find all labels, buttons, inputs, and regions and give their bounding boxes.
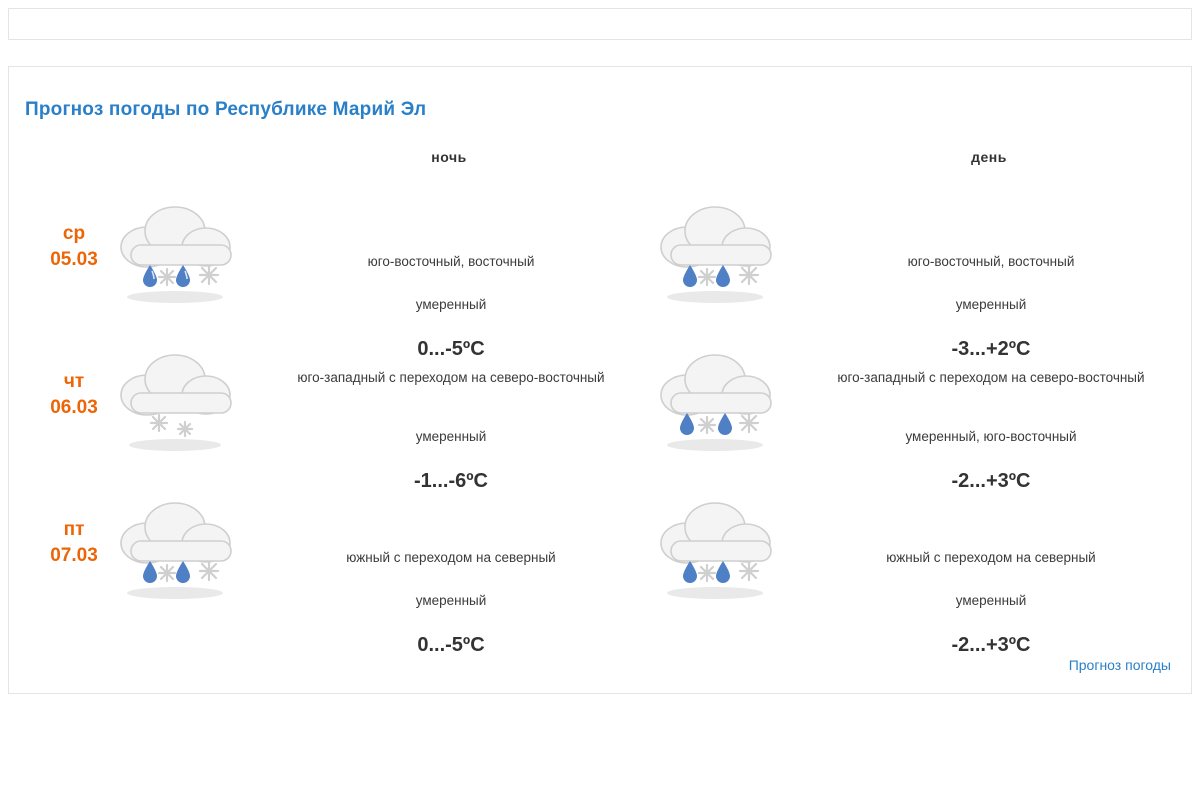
wind-direction: юго-восточный, восточный (367, 254, 535, 269)
temperature: 0...-5ºC (417, 634, 485, 656)
weather-forecast-card (8, 66, 1192, 694)
forecast-link[interactable]: Прогноз погоды (1068, 657, 1171, 673)
day-name: ср (62, 223, 86, 244)
forecast-row (9, 327, 1191, 492)
rain-snow-cloud-icon (645, 493, 795, 603)
night-forecast-text (245, 487, 657, 657)
page-title: Прогноз погоды по Республике Марий Эл (25, 99, 427, 120)
rain-snow-cloud-icon (105, 493, 255, 603)
snow-cloud-icon (105, 345, 255, 455)
day-date: 05.03 (50, 249, 98, 270)
wind-force: умеренный (415, 593, 487, 608)
day-date: 06.03 (50, 397, 98, 418)
wind-force: умеренный (415, 429, 487, 444)
rain-snow-cloud-icon (105, 197, 255, 307)
temperature: 0...-5ºC (417, 338, 485, 360)
temperature: -2...+3ºC (951, 470, 1031, 492)
wind-force: умеренный, юго-восточный (905, 429, 1077, 444)
day-name: пт (63, 519, 85, 540)
wind-force: умеренный (955, 593, 1027, 608)
top-panel (8, 8, 1192, 40)
wind-direction: южный с переходом на северный (886, 550, 1096, 565)
wind-force: умеренный (955, 297, 1027, 312)
day-date: 07.03 (50, 545, 98, 566)
day-name: чт (63, 371, 85, 392)
day-forecast-text (785, 487, 1197, 657)
forecast-row (9, 179, 1191, 360)
temperature: -3...+2ºC (951, 338, 1031, 360)
wind-direction: юго-западный с переходом на северо-восточный (837, 370, 1145, 385)
forecast-row (9, 475, 1191, 656)
night-forecast-text (245, 339, 657, 493)
wind-direction: юго-восточный, восточный (907, 254, 1075, 269)
rain-snow-cloud-icon (645, 197, 795, 307)
wind-direction: юго-западный с переходом на северо-восточный (297, 370, 605, 385)
column-header-night: ночь (431, 149, 467, 165)
temperature: -1...-6ºC (414, 470, 488, 492)
temperature: -2...+3ºC (951, 634, 1031, 656)
rain-snow-cloud-icon (645, 345, 795, 455)
day-forecast-text (785, 339, 1197, 493)
wind-force: умеренный (415, 297, 487, 312)
wind-direction: южный с переходом на северный (346, 550, 556, 565)
column-header-day: день (971, 149, 1007, 165)
